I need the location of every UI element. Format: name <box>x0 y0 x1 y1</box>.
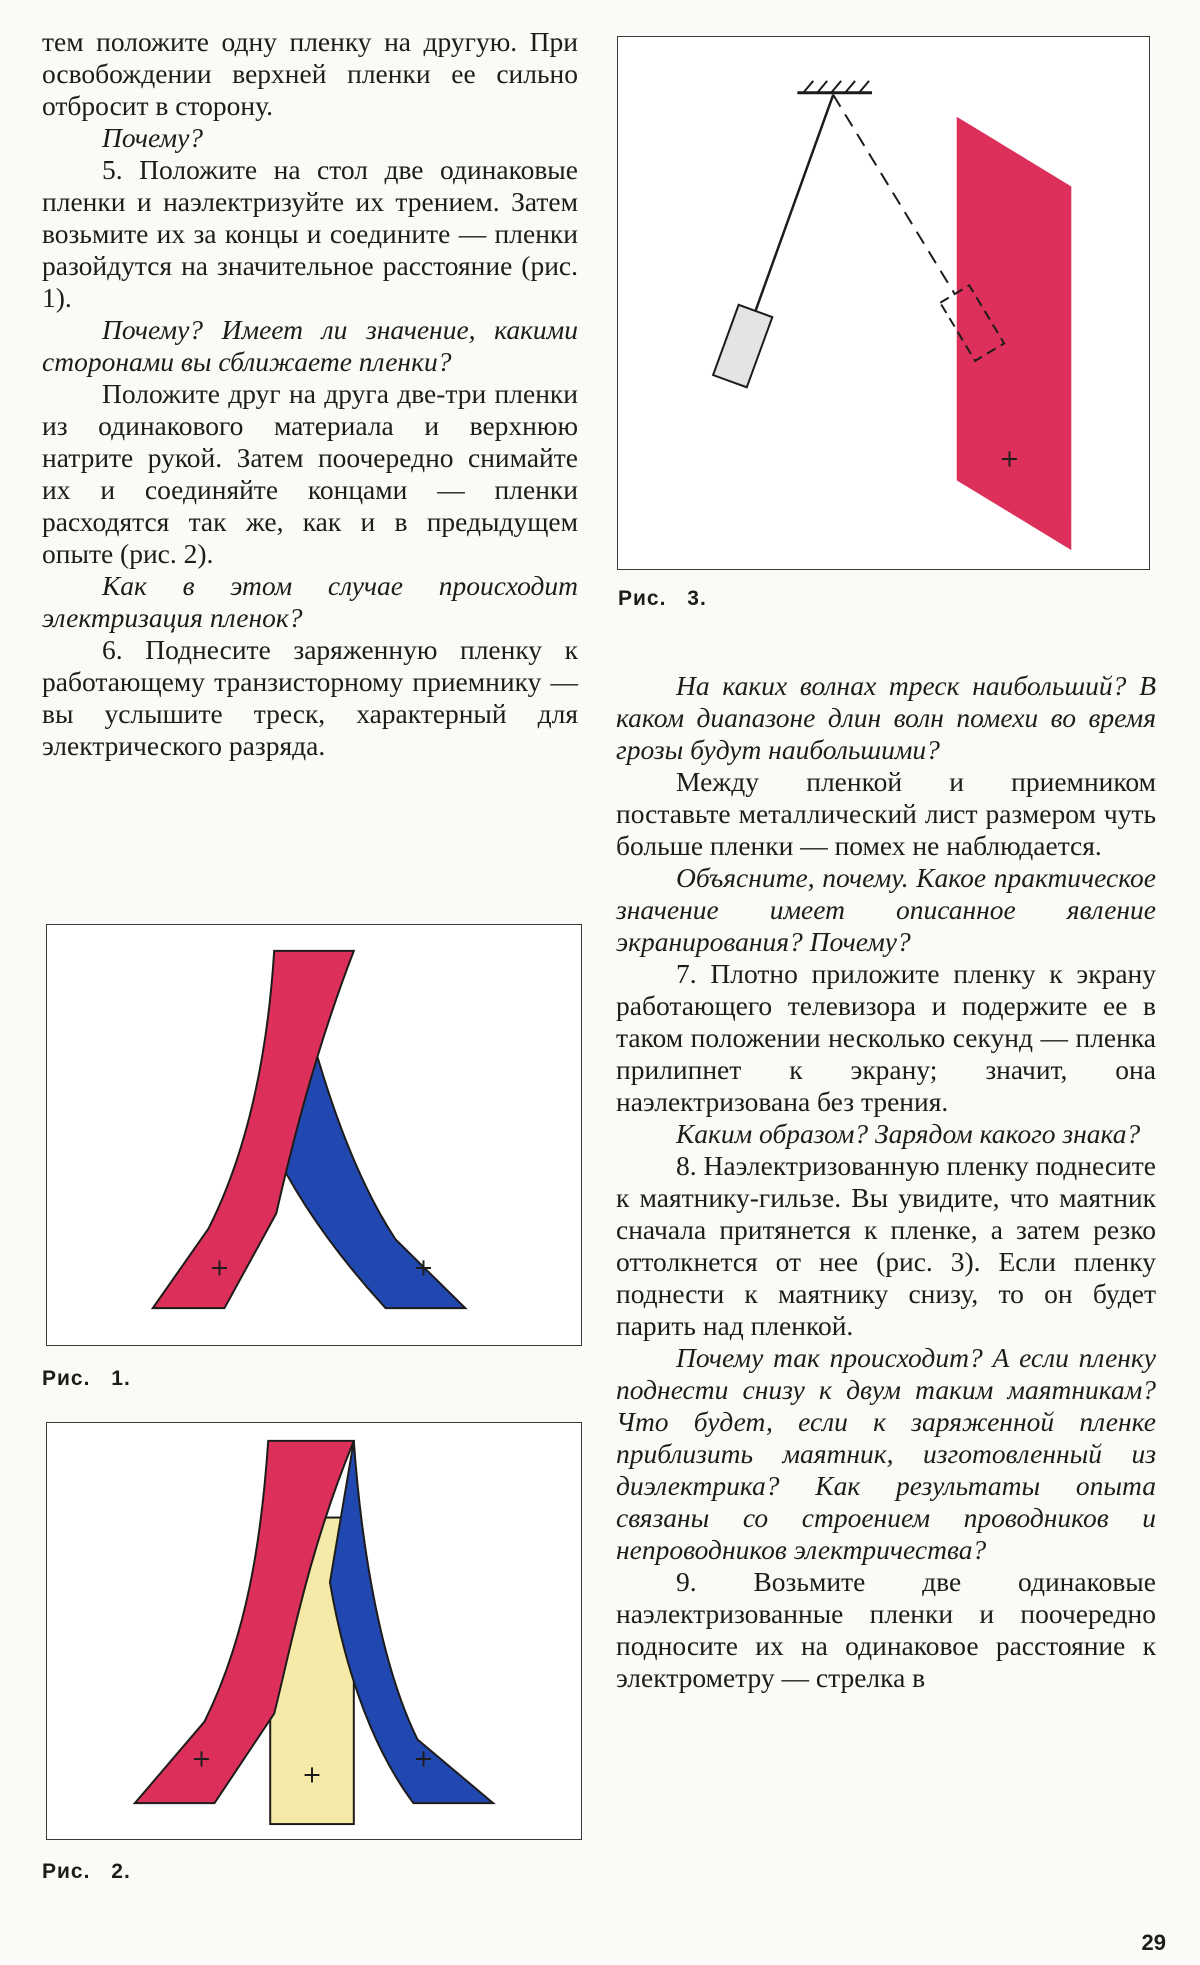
charge-sign: + <box>999 444 1020 473</box>
page-number: 29 <box>1141 1930 1166 1955</box>
charge-sign: + <box>191 1744 212 1773</box>
question: Почему так происходит? А если пленку поднести снизу к двум таким маятникам? Что будет, если к заряженной пленке приблизить маятник, изготовленный из диэлектрика? Как результаты опыта связаны со строением проводников и непроводников электричества? <box>616 1342 1156 1565</box>
figure-1 <box>46 924 582 1346</box>
red-film <box>957 117 1072 550</box>
charge-sign: + <box>209 1253 230 1282</box>
figure-2-drawing <box>47 1423 581 1839</box>
figure-3-drawing <box>618 37 1149 569</box>
question: На каких волнах треск наибольший? В каком диапазоне длин волн помехи во время грозы будут наибольшими? <box>616 670 1156 765</box>
question: Почему? <box>102 122 204 153</box>
question: Почему? Имеет ли значение, какими сторонами вы сближаете пленки? <box>42 314 578 377</box>
paragraph: 6. Поднесите заряженную пленку к работающему транзисторному приемнику — вы услышите треск, характерный для электрического разряда. <box>42 634 578 761</box>
paragraph: Положите друг на друга две-три пленки из одинакового материала и верхнюю натрите рукой. Затем поочередно снимайте их и соединяйте концами — пленки расходятся так же, как и в предыдущем опыте (рис. 2). <box>42 378 578 569</box>
left-column <box>42 26 578 762</box>
pendulum-sleeve <box>713 305 772 387</box>
figure-2-caption: Рис. 2. <box>42 1860 131 1883</box>
figure-1-caption: Рис. 1. <box>42 1367 131 1390</box>
charge-sign: + <box>302 1760 323 1789</box>
paragraph: 8. Наэлектризованную пленку поднесите к маятнику-гильзе. Вы увидите, что маятник сначала притянется к пленке, а затем резко оттолкнется от нее (рис. 3). Если пленку поднести к маятнику снизу, то он будет парить над пленкой. <box>616 1150 1156 1341</box>
paragraph: тем положите одну пленку на другую. При освобождении верхней пленки ее сильно отбросит в сторону. <box>42 26 578 121</box>
right-column <box>616 670 1156 1694</box>
paragraph: 7. Плотно приложите пленку к экрану работающего телевизора и подержите ее в таком положении несколько секунд — пленка прилипнет к экрану; значит, она наэлектризована без трения. <box>616 958 1156 1117</box>
charge-sign: + <box>413 1253 434 1282</box>
figure-2 <box>46 1422 582 1840</box>
paragraph: 5. Положите на стол две одинаковые пленки и наэлектризуйте их трением. Затем возьмите их за концы и соедините — пленки разойдутся на значительное расстояние (рис. 1). <box>42 154 578 313</box>
figure-3 <box>617 36 1150 570</box>
figure-1-drawing <box>47 925 581 1345</box>
question: Как в этом случае происходит электризация пленок? <box>42 570 578 633</box>
charge-sign: + <box>413 1744 434 1773</box>
question: Объясните, почему. Какое практическое значение имеет описанное явление экранирования? Почему? <box>616 862 1156 957</box>
paragraph: Между пленкой и приемником поставьте металлический лист размером чуть больше пленки — помех не наблюдается. <box>616 766 1156 861</box>
paragraph: 9. Возьмите две одинаковые наэлектризованные пленки и поочередно подносите их на одинаковое расстояние к электрометру — стрелка в <box>616 1566 1156 1693</box>
figure-3-caption: Рис. 3. <box>618 587 707 610</box>
question: Каким образом? Зарядом какого знака? <box>676 1118 1141 1149</box>
